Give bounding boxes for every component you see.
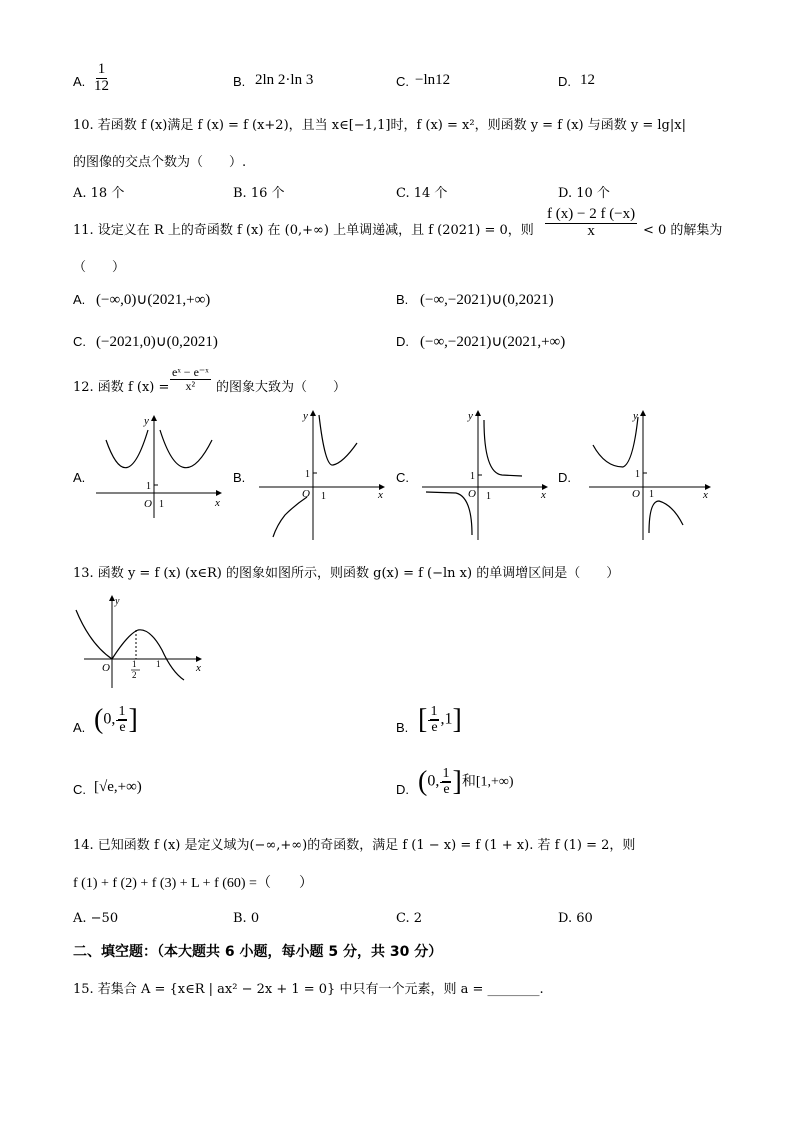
q12-stem-a: 12. 函数 f (x) = [73, 380, 170, 395]
q10-option-c: C. 14 个 [396, 186, 448, 201]
q12-frac-denominator: x² [185, 378, 196, 393]
q11-frac-denominator: x [587, 222, 595, 239]
q14-option-d: D. 60 [558, 911, 593, 926]
svg-text:O: O [144, 498, 152, 510]
q11-option-d-value: (−∞,−2021)∪(2021,+∞) [420, 334, 566, 350]
q9-option-b-value: 2ln 2·ln 3 [255, 72, 314, 88]
q14-stem-line1: 14. 已知函数 f (x) 是定义域为(−∞,+∞)的奇函数，满足 f (1 − x) = f (1 + x). 若 f (1) = 2，则 [73, 838, 636, 853]
q13-option-a-label: A. [73, 720, 86, 735]
q13-option-d-label: D. [396, 782, 409, 797]
q11-option-c-label: C. [73, 334, 86, 349]
svg-text:x: x [196, 662, 201, 674]
svg-text:1: 1 [305, 469, 310, 480]
svg-text:x: x [541, 489, 546, 501]
q11-stem-a: 11. 设定义在 R 上的奇函数 f (x) 在 (0,+∞) 上单调递减，且 f (2021) = 0，则 [73, 223, 534, 238]
q13-option-d-and: 和[1,+∞) [461, 774, 514, 790]
svg-text:O: O [102, 662, 110, 674]
q13-option-d-value: (0, $\frac{1}{e}$ ]和[1,+∞) [418, 765, 514, 797]
svg-text:1: 1 [486, 491, 491, 502]
q10-option-a: A. 18 个 [73, 186, 125, 201]
q12-stem-b: 的图象大致为（ ） [216, 380, 347, 395]
svg-text:2: 2 [132, 670, 137, 680]
q10-stem-line1: 10. 若函数 f (x)满足 f (x) = f (x+2)，且当 x∈[−1,1]时，f (x) = x²，则函数 y = f (x) 与函数 y = lg|x| [73, 118, 686, 133]
q11-option-b-label: B. [396, 292, 409, 307]
q9-a-numerator: 1 [97, 61, 106, 77]
q9-a-denominator: 12 [94, 77, 109, 94]
q12-fraction [170, 366, 211, 392]
q13-option-a-value: (0, $\frac{1}{e}$ ] [94, 703, 138, 735]
svg-text:y: y [468, 410, 473, 422]
svg-text:1: 1 [159, 499, 164, 510]
q12-option-b-label: B. [233, 470, 246, 485]
svg-text:1: 1 [649, 489, 654, 500]
q9-option-d-label: D. [558, 74, 571, 89]
q9-option-c-label: C. [396, 74, 409, 89]
q13-option-b-label: B. [396, 720, 409, 735]
q11-option-c-value: (−2021,0)∪(0,2021) [96, 334, 218, 350]
q12-graph-d [585, 405, 720, 545]
svg-text:y: y [144, 415, 149, 427]
q13-graph [70, 592, 210, 692]
q14-option-b: B. 0 [233, 911, 260, 926]
q10-stem-line2: 的图像的交点个数为（ ）. [73, 155, 247, 170]
q11-option-b-value: (−∞,−2021)∪(0,2021) [420, 292, 554, 308]
q11-option-d-label: D. [396, 334, 409, 349]
svg-text:y: y [633, 410, 638, 422]
q9-option-a-label: A. [73, 74, 86, 89]
q15-stem: 15. 若集合 A = {x∈R | ax² − 2x + 1 = 0} 中只有一个元素，则 a = ________. [73, 982, 544, 997]
q11-frac-numerator: f (x) − 2 f (−x) [547, 206, 636, 222]
svg-text:1: 1 [635, 469, 640, 480]
q12-graph-c [418, 405, 553, 545]
svg-text:1: 1 [146, 481, 151, 492]
q12-option-a-label: A. [73, 470, 86, 485]
q11-option-a-value: (−∞,0)∪(2021,+∞) [96, 292, 211, 308]
svg-text:x: x [215, 497, 220, 509]
q14-option-c: C. 2 [396, 911, 423, 926]
q13-option-c-value: [√e,+∞) [94, 779, 142, 795]
q9-option-c-value: −ln12 [415, 72, 451, 88]
q11-paren: （ ） [73, 260, 126, 275]
q11-option-a-label: A. [73, 292, 86, 307]
svg-text:x: x [378, 489, 383, 501]
svg-text:y: y [303, 410, 308, 422]
q9-option-a-value [92, 62, 111, 95]
q12-graph-a [92, 410, 227, 520]
svg-text:1: 1 [470, 471, 475, 482]
q10-option-d: D. 10 个 [558, 186, 610, 201]
svg-text:x: x [703, 489, 708, 501]
svg-text:O: O [302, 488, 310, 500]
q12-graph-b [255, 405, 390, 545]
q13-option-c-label: C. [73, 782, 86, 797]
q14-stem-line2: f (1) + f (2) + f (3) + L + f (60) =（ ） [73, 876, 313, 891]
svg-text:1: 1 [132, 659, 137, 669]
q12-frac-numerator: eˣ − e⁻ˣ [172, 365, 209, 379]
q13-option-b-value: [ $\frac{1}{e}$ ,1] [418, 703, 462, 735]
q11-fraction [545, 207, 637, 240]
q10-option-b: B. 16 个 [233, 186, 285, 201]
q9-option-b-label: B. [233, 74, 246, 89]
q11-stem-b: < 0 的解集为 [643, 223, 723, 238]
q12-option-c-label: C. [396, 470, 409, 485]
svg-text:1: 1 [156, 659, 161, 669]
svg-text:O: O [632, 488, 640, 500]
section-heading-fill-in: 二、填空题：（本大题共 6 小题，每小题 5 分，共 30 分） [73, 944, 443, 960]
svg-text:O: O [468, 488, 476, 500]
q13-stem: 13. 函数 y = f (x) (x∈R) 的图象如图所示，则函数 g(x) = f (−ln x) 的单调增区间是（ ） [73, 566, 620, 581]
q14-option-a: A. −50 [73, 911, 119, 926]
q9-option-d-value: 12 [580, 72, 595, 88]
q12-option-d-label: D. [558, 470, 571, 485]
svg-text:1: 1 [321, 491, 326, 502]
svg-text:y: y [115, 596, 120, 607]
